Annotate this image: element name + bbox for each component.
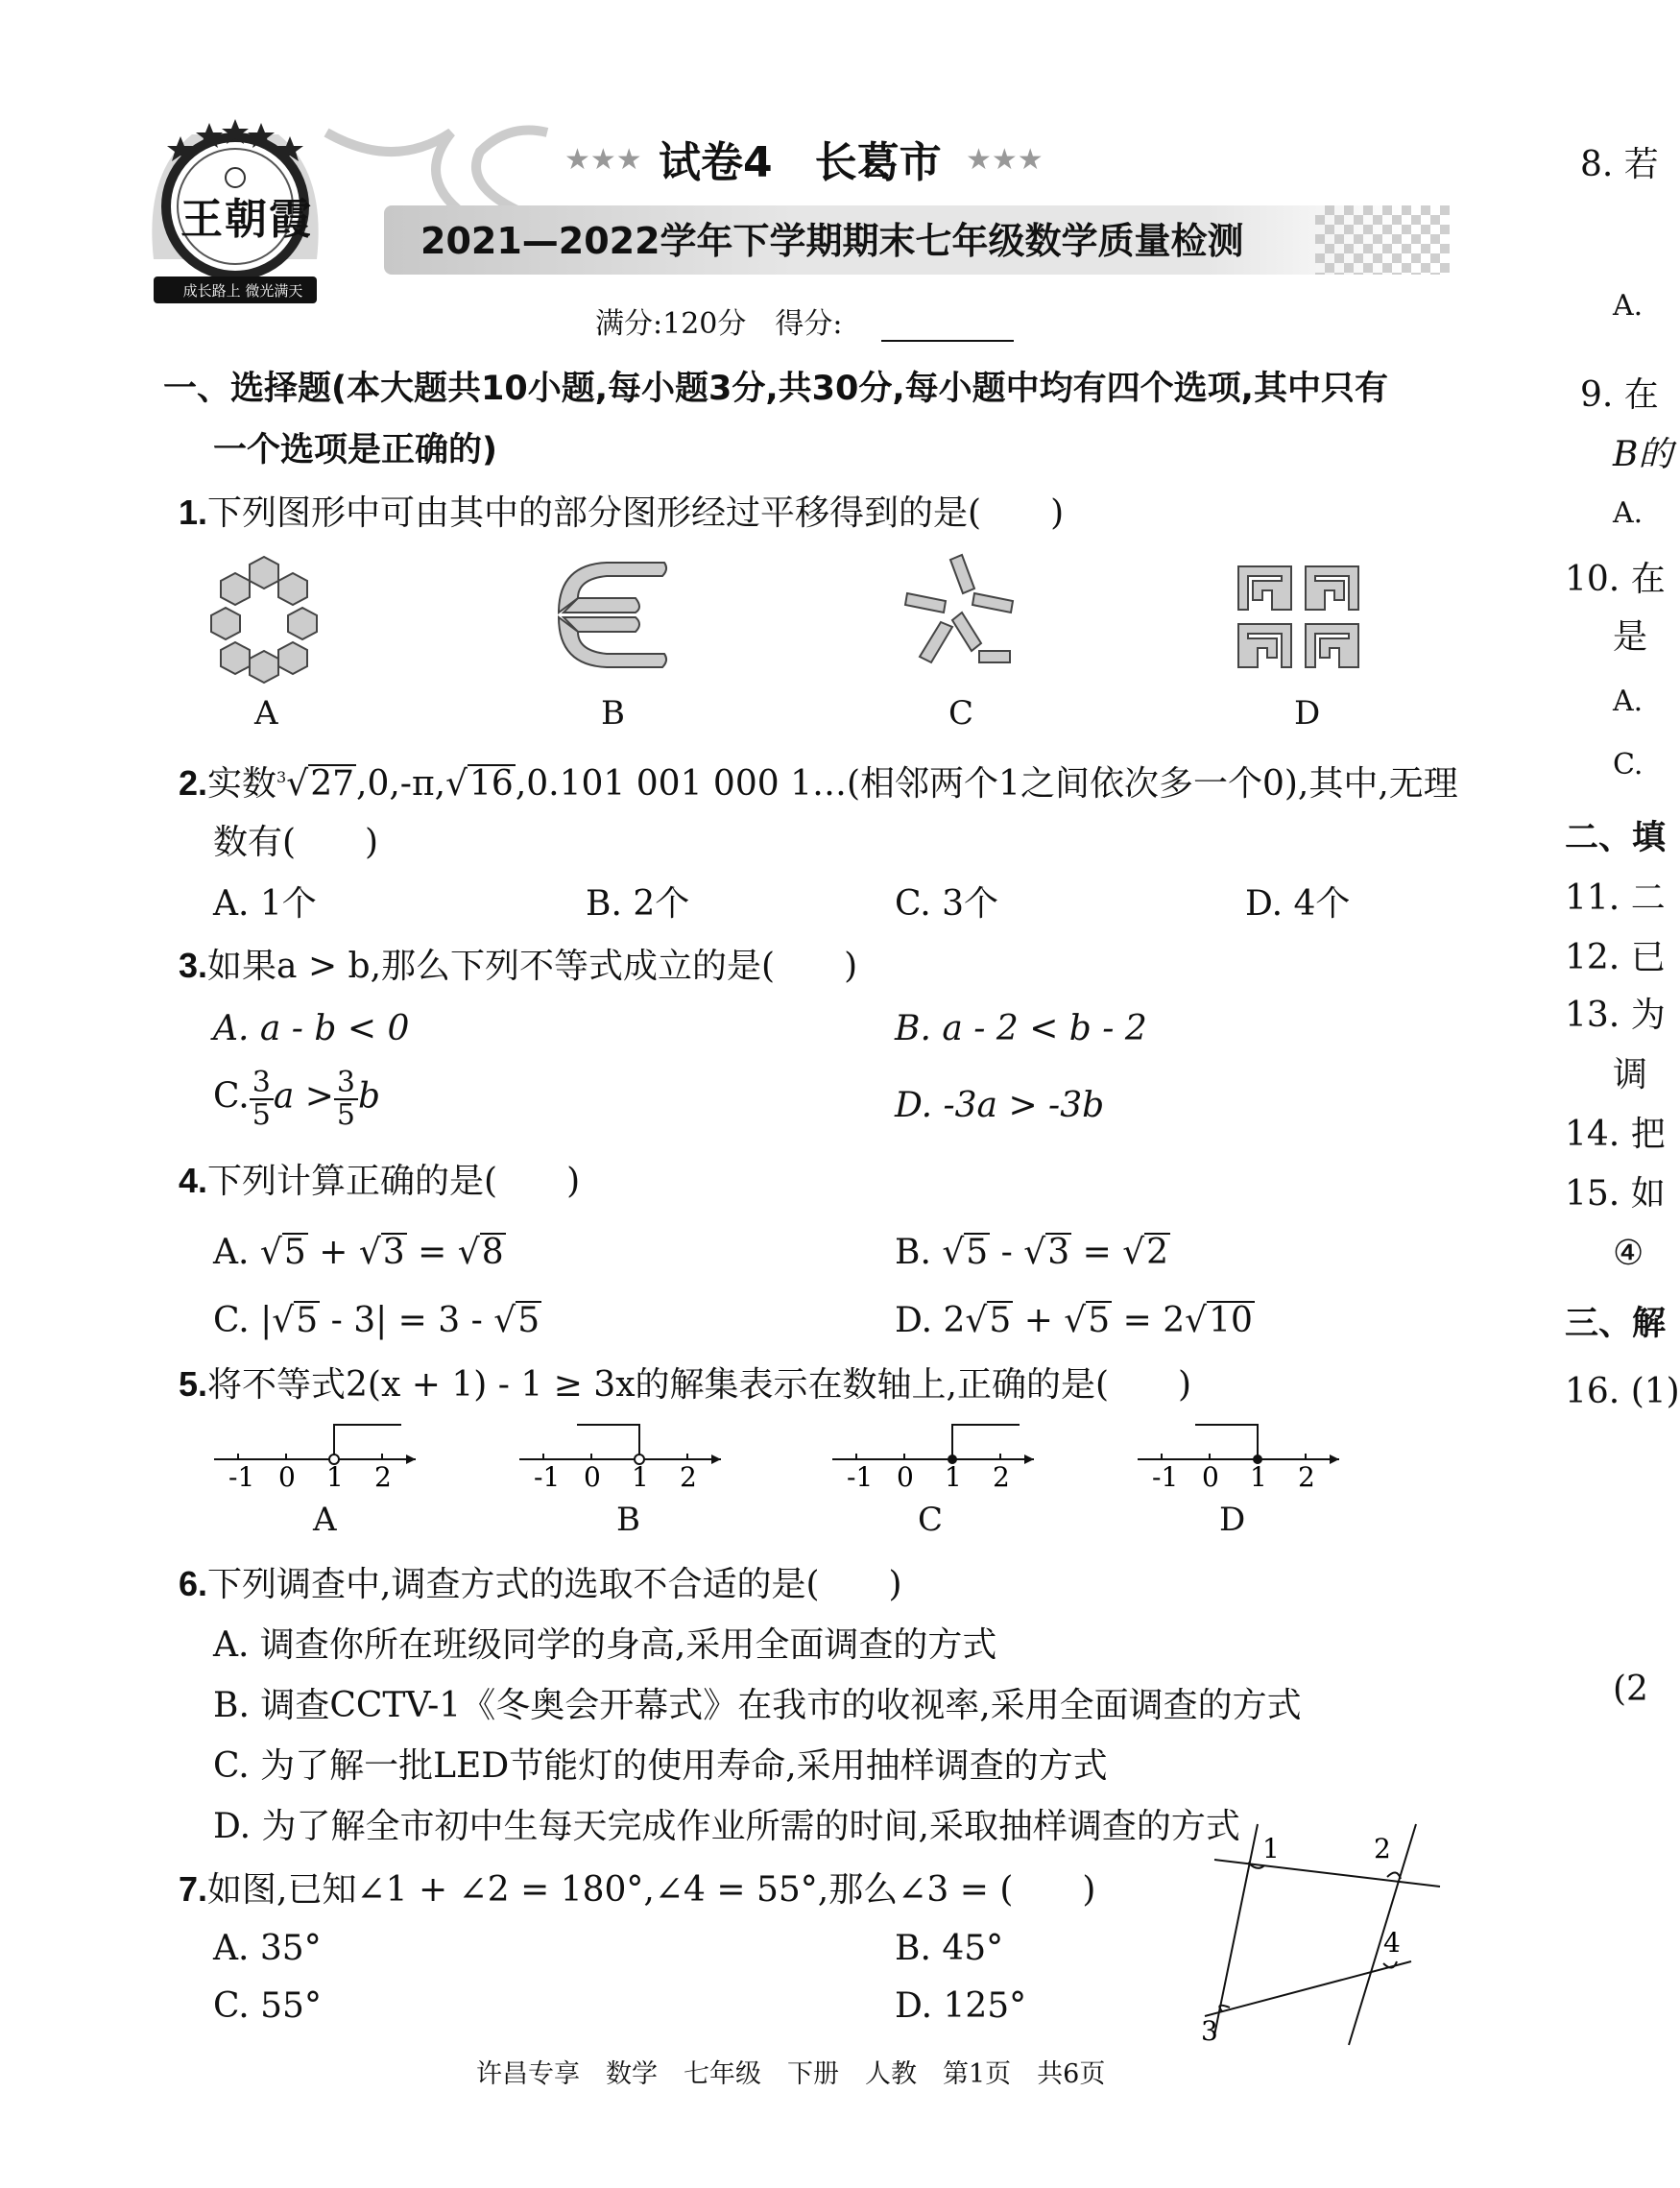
q5-numberline-b [515, 1421, 726, 1493]
q5-b-tick-1: 1 [632, 1461, 649, 1493]
q4-b-op: - [1000, 1233, 1013, 1272]
q5-c-tick-m1: -1 [847, 1461, 874, 1493]
page-footer: 许昌专享 数学 七年级 下册 人教 第1页 共6页 [476, 2059, 1106, 2089]
q5-a-tick-m1: -1 [228, 1461, 255, 1493]
q1-label-d: D [1294, 694, 1321, 733]
q2-stem-b: ,0,-π, [356, 764, 446, 804]
right-item-10: 10. 在 [1565, 560, 1666, 599]
q7-option-c[interactable]: C. 55° [213, 1986, 322, 2026]
q4-b-eq: = [1082, 1233, 1112, 1272]
q4-option-d[interactable]: D. 2√5 + √5 = 2√10 [895, 1301, 1253, 1340]
section1-heading-cont: 一个选项是正确的) [213, 431, 497, 469]
q5-label-c: C [918, 1501, 944, 1539]
right-item-11: 11. 二 [1565, 878, 1666, 918]
right-item-8-a: A. [1613, 289, 1644, 323]
q4-a-op: + [319, 1233, 348, 1272]
q4-option-a[interactable]: A. √5 + √3 = √8 [213, 1233, 504, 1272]
q7-stem: 如图,已知∠1 + ∠2 = 180°,∠4 = 55°,那么∠3 = ( ) [207, 1870, 1096, 1910]
section1-heading: 一、选择题(本大题共10小题,每小题3分,共30分,每小题中均有四个选项,其中只有 [163, 370, 1388, 408]
q3-c-num: 3 [250, 1068, 274, 1100]
right-item-13-cont: 调 [1613, 1055, 1648, 1094]
q4-b-r3: 2 [1146, 1233, 1169, 1272]
q5-b-tick-2: 2 [680, 1461, 697, 1493]
q6 [179, 1564, 902, 1604]
right-item-16-2: (2 [1613, 1670, 1648, 1709]
q5-label-b: B [616, 1501, 640, 1539]
q2-option-b[interactable]: B. 2个 [586, 884, 690, 924]
q3-stem: 如果a > b,那么下列不等式成立的是( ) [207, 947, 858, 986]
q7-angle-4: 4 [1383, 1927, 1401, 1959]
q3-option-c[interactable] [213, 1068, 380, 1130]
right-item-16: 16. (1) [1565, 1372, 1680, 1411]
score-line: 满分:120分 得分: [595, 307, 843, 341]
q2: 2.实数$^3$√27,0,-π,√16,0.101 001 000 1…(相邻两个1之间依次多一个0),其中,无理 [179, 763, 1458, 804]
title-stars-right: ★★★ [966, 143, 1044, 177]
q4-d-op: + [1023, 1301, 1053, 1340]
q7-angle-2: 2 [1374, 1833, 1391, 1864]
q3-c-b: b [357, 1076, 381, 1117]
right-section2: 二、填 [1565, 819, 1667, 857]
q5-b-tick-0: 0 [584, 1461, 601, 1493]
q6-option-c[interactable]: C. 为了解一批LED节能灯的使用寿命,采用抽样调查的方式 [213, 1746, 1108, 1786]
q6-option-d[interactable]: D. 为了解全市初中生每天完成作业所需的时间,采取抽样调查的方式 [213, 1807, 1240, 1846]
q4-d-r3: 10 [1209, 1301, 1253, 1340]
q5-numberline-d [1133, 1421, 1344, 1493]
q5-c-tick-1: 1 [945, 1461, 962, 1493]
q3-c-den: 5 [252, 1097, 271, 1132]
right-item-10-c: C. [1613, 748, 1644, 781]
logo-text: 王朝霞 [180, 195, 313, 244]
q1-figure-d [1234, 562, 1368, 677]
q1 [179, 495, 1064, 531]
q4-b-r2: 3 [1047, 1233, 1070, 1272]
q5-a-tick-1: 1 [326, 1461, 344, 1493]
q6-option-a[interactable]: A. 调查你所在班级同学的身高,采用全面调查的方式 [213, 1625, 997, 1665]
q5 [179, 1364, 1192, 1405]
right-item-10-a: A. [1613, 685, 1644, 718]
q3-option-b[interactable]: B. a - 2 < b - 2 [895, 1009, 1147, 1048]
q4 [179, 1161, 581, 1201]
q2-stem-cont: 数有( ) [213, 823, 379, 862]
q5-number: 5. [179, 1364, 208, 1404]
q4-stem: 下列计算正确的是( ) [207, 1162, 581, 1201]
right-item-8: 8. 若 [1580, 145, 1659, 184]
right-item-14: 14. 把 [1565, 1115, 1666, 1154]
q1-label-a: A [254, 694, 278, 733]
q2-option-a[interactable]: A. 1个 [213, 884, 317, 924]
q4-a-r1: 5 [283, 1233, 306, 1272]
q7-angle-3: 3 [1201, 2015, 1218, 2047]
right-item-9-cont: B的 [1613, 435, 1673, 474]
logo-slogan: 成长路上 微光满天 [182, 282, 303, 300]
q2-root-index: 3 [276, 768, 287, 786]
q4-c-r2: 5 [517, 1301, 540, 1340]
q5-numberline-c [828, 1421, 1039, 1493]
right-item-10-cont: 是 [1613, 617, 1648, 657]
q5-a-tick-0: 0 [278, 1461, 296, 1493]
q5-d-tick-2: 2 [1298, 1461, 1315, 1493]
q4-d-r1: 5 [989, 1301, 1012, 1340]
q3-number: 3. [179, 946, 208, 985]
q1-label-b: B [601, 694, 625, 733]
q4-b-r1: 5 [966, 1233, 989, 1272]
q7-option-b[interactable]: B. 45° [895, 1929, 1004, 1968]
q4-b-prefix: B. [895, 1233, 931, 1272]
q4-c-r1: 5 [296, 1301, 319, 1340]
q4-a-eq: = [418, 1233, 447, 1272]
q1-figure-b [540, 555, 674, 675]
q5-d-tick-m1: -1 [1152, 1461, 1179, 1493]
q5-label-a: A [313, 1501, 337, 1539]
q5-c-tick-2: 2 [993, 1461, 1010, 1493]
q5-a-tick-2: 2 [374, 1461, 392, 1493]
q5-label-d: D [1219, 1501, 1246, 1539]
q4-c-mid: - 3| = 3 - [330, 1301, 483, 1340]
q4-d-eq: = 2 [1122, 1301, 1186, 1340]
q5-b-tick-m1: -1 [534, 1461, 561, 1493]
q2-stem-c: ,0.101 001 000 1…(相邻两个1之间依次多一个0),其中,无理 [515, 764, 1458, 804]
right-item-15: 15. 如 [1565, 1174, 1666, 1214]
q3-c-a: a > [273, 1076, 334, 1117]
q4-option-c[interactable]: C. |√5 - 3| = 3 - √5 [213, 1301, 540, 1340]
q7-option-a[interactable]: A. 35° [213, 1929, 322, 1968]
right-item-15-cont: ④ [1613, 1234, 1644, 1273]
q2-option-c[interactable]: C. 3个 [895, 884, 999, 924]
q5-numberline-a [209, 1421, 420, 1493]
q4-d-r2: 5 [1088, 1301, 1111, 1340]
q1-figure-a [206, 552, 322, 686]
q2-option-d[interactable]: D. 4个 [1245, 884, 1351, 924]
q4-a-r3: 8 [481, 1233, 504, 1272]
q4-c-prefix: C. | [213, 1301, 273, 1340]
q4-a-r2: 3 [382, 1233, 405, 1272]
q1-stem: 下列图形中可由其中的部分图形经过平移得到的是( ) [207, 493, 1065, 533]
q3-option-a[interactable]: A. a - b < 0 [213, 1009, 410, 1048]
q7-option-d[interactable]: D. 125° [895, 1986, 1027, 2026]
q6-number: 6. [179, 1564, 208, 1603]
q3-c-prefix: C. [213, 1076, 250, 1117]
q4-number: 4. [179, 1161, 208, 1200]
q3 [179, 946, 858, 986]
q2-radicand-1: 27 [310, 764, 354, 804]
q2-number: 2. [179, 763, 208, 803]
right-item-13: 13. 为 [1565, 996, 1666, 1035]
banner-title: 2021—2022学年下学期期末七年级数学质量检测 [420, 220, 1244, 262]
q2-stem: 实数 [207, 764, 277, 804]
right-item-12: 12. 已 [1565, 938, 1666, 977]
title-stars-left: ★★★ [564, 143, 642, 177]
q2-radicand-2: 16 [469, 764, 514, 804]
q5-c-tick-0: 0 [897, 1461, 914, 1493]
q4-a-prefix: A. [213, 1233, 250, 1272]
q7 [179, 1869, 1096, 1910]
right-section3: 三、解 [1565, 1305, 1667, 1343]
score-blank [881, 340, 1014, 342]
right-item-9-a: A. [1613, 496, 1644, 530]
q3-option-d[interactable]: D. -3a > -3b [895, 1086, 1105, 1125]
q3-c-num-2: 3 [334, 1068, 358, 1100]
q1-number: 1. [179, 493, 208, 532]
right-column-clip [1536, 0, 1680, 2188]
q4-d-prefix: D. 2 [895, 1301, 966, 1340]
banner-checker [1315, 205, 1450, 275]
q5-d-tick-0: 0 [1202, 1461, 1219, 1493]
q3-c-den-2: 5 [336, 1097, 355, 1132]
q1-figure-c [902, 555, 1018, 675]
q6-stem: 下列调查中,调查方式的选取不合适的是( ) [207, 1565, 902, 1604]
q7-number: 7. [179, 1869, 208, 1909]
q4-option-b[interactable]: B. √5 - √3 = √2 [895, 1233, 1169, 1272]
right-item-9: 9. 在 [1580, 375, 1659, 415]
exam-title: 试卷4 长葛市 [659, 138, 942, 187]
q6-option-b[interactable]: B. 调查CCTV-1《冬奥会开幕式》在我市的收视率,采用全面调查的方式 [213, 1686, 1302, 1725]
q5-d-tick-1: 1 [1250, 1461, 1267, 1493]
q1-label-c: C [948, 694, 974, 733]
q5-stem: 将不等式2(x + 1) - 1 ≥ 3x的解集表示在数轴上,正确的是( ) [207, 1365, 1192, 1405]
q7-figure [1195, 1819, 1454, 2055]
q7-angle-1: 1 [1262, 1833, 1280, 1864]
